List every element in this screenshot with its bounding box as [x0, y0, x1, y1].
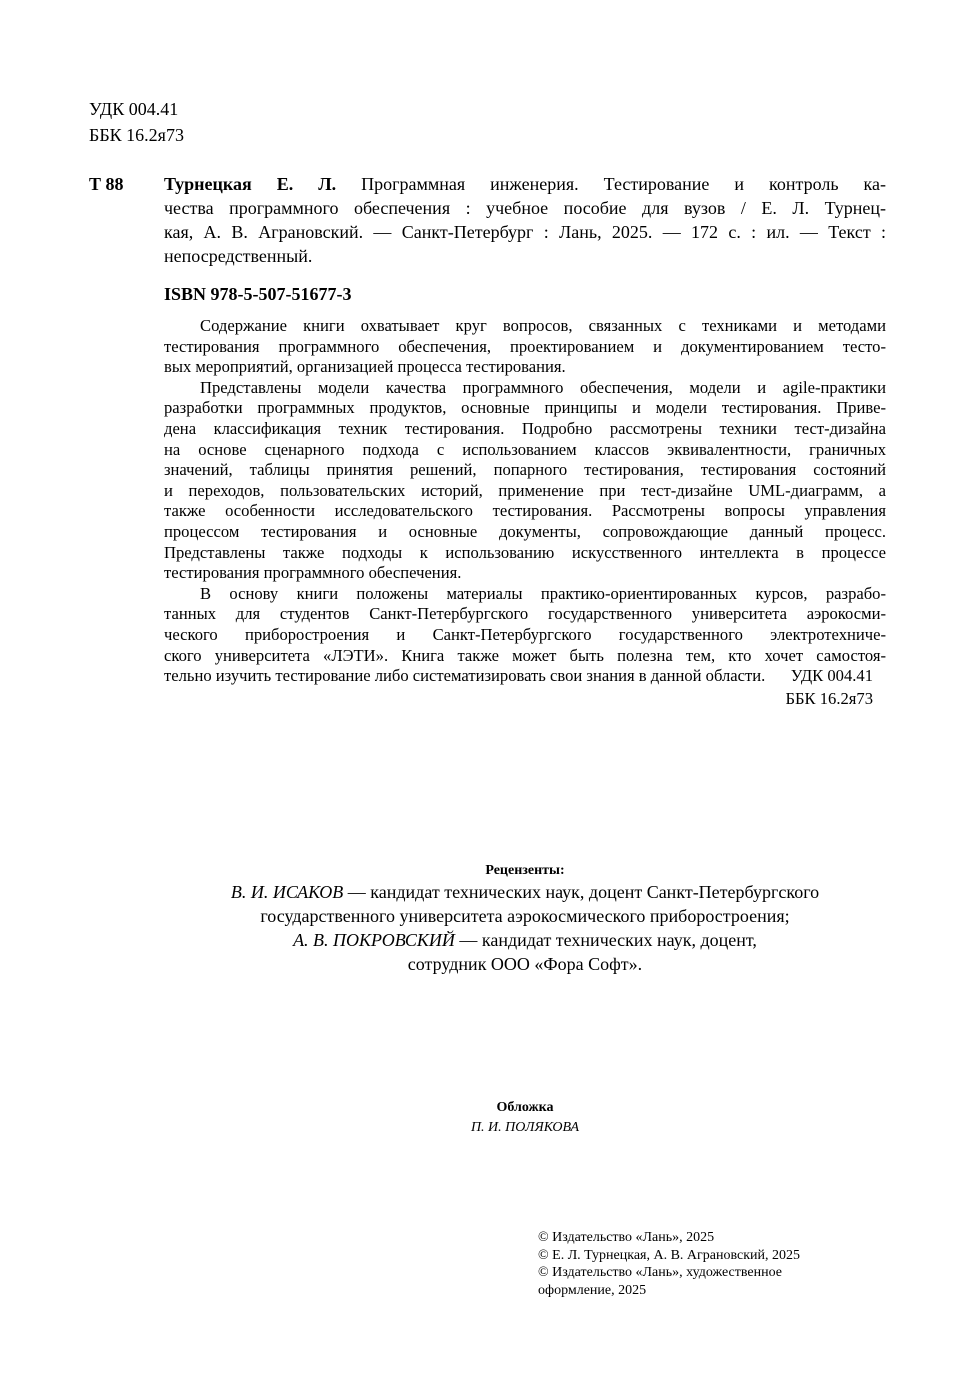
- udk-code-right: УДК 004.41: [790, 666, 873, 685]
- bibliography-line-1: Турнецкая Е. Л. Программная инженерия. Тестирование и контроль ка-: [164, 174, 886, 194]
- bbk-code: ББК 16.2я73: [89, 125, 184, 145]
- copyright-line: © Издательство «Лань», 2025: [538, 1230, 715, 1245]
- abstract-line: и переходов, пользовательских историй, применение при тест-дизайне UML-диаграмм, а: [164, 480, 886, 500]
- abstract-line: вых мероприятий, организацией процесса тестирования.: [164, 357, 566, 377]
- bibliography-line-4: непосредственный.: [164, 246, 313, 266]
- author-mark: Т 88: [89, 174, 124, 194]
- copyright-line: © Е. Л. Турнецкая, А. В. Аграновский, 2025: [538, 1247, 801, 1263]
- reviewers-block: [0, 862, 976, 976]
- cover-credit: [0, 1098, 976, 1138]
- abstract-line: дена классификация техник тестирования. Подробно рассмотрены техники тест-дизайна: [164, 418, 886, 438]
- abstract-line: тестирования программного обеспечения.: [164, 563, 462, 583]
- cover-designer: П. И. ПОЛЯКОВА: [470, 1120, 580, 1135]
- abstract-line: Содержание книги охватывает круг вопросов, связанных с техниками и методами: [200, 316, 886, 335]
- abstract-line: на основе сценарного подхода с использованием классов эквивалентности, граничных: [164, 439, 886, 459]
- abstract-line: ского университета «ЛЭТИ». Книга также может быть полезна тем, кто хочет самостоя-: [164, 645, 886, 665]
- cover-title: Обложка: [496, 1100, 554, 1115]
- bottom-classification: [785, 664, 873, 710]
- abstract-line: тельно изучить тестирование либо систематизировать свои знания в данной области.: [164, 666, 766, 686]
- reviewer-1-name: В. И. ИСАКОВ: [230, 882, 344, 902]
- abstract-line: Представлены также подходы к использованию искусственного интеллекта в процессе: [164, 542, 886, 562]
- bibliography-line-3: кая, А. В. Аграновский. — Санкт-Петербург : Лань, 2025. — 172 с. : ил. — Текст :: [164, 222, 886, 242]
- copyright-line: оформление, 2025: [538, 1282, 647, 1298]
- reviewer-1-line-1: В. И. ИСАКОВ — кандидат технических наук, доцент Санкт-Петербургского: [230, 882, 820, 902]
- reviewer-1-line-2: государственного университета аэрокосмического приборостроения;: [260, 906, 790, 926]
- abstract-line: В основу книги положены материалы практико-ориентированных курсов, разрабо-: [200, 583, 886, 603]
- reviewer-2-name: А. В. ПОКРОВСКИЙ: [293, 930, 455, 950]
- copyright-block: [538, 1229, 800, 1299]
- abstract-line: разработки программных продуктов, основные принципы и модели тестирования. Приве-: [164, 398, 886, 418]
- copyright-line: © Издательство «Лань», художественное: [538, 1265, 782, 1280]
- abstract-line: также особенности исследовательского тестирования. Рассмотрены вопросы управления: [164, 501, 886, 521]
- bbk-code-right: ББК 16.2я73: [785, 689, 873, 708]
- reviewers-title: Рецензенты:: [485, 863, 565, 878]
- abstract-line: Представлены модели качества программного обеспечения, модели и agile-практики: [200, 377, 886, 397]
- abstract: [164, 316, 886, 687]
- abstract-line: значений, таблицы принятия решений, попарного тестирования, тестирования состояний: [164, 460, 886, 480]
- bibliographic-record: [164, 172, 886, 268]
- reviewer-2-line-1: А. В. ПОКРОВСКИЙ — кандидат технических наук, доцент,: [293, 930, 757, 950]
- abstract-line: ческого приборостроения и Санкт-Петербургского государственного электротехниче-: [164, 624, 886, 644]
- udk-code: УДК 004.41: [89, 99, 179, 119]
- author-name: Турнецкая Е. Л.: [164, 174, 337, 194]
- abstract-line: процессом тестирования и основные документы, сопровождающие данный процесс.: [164, 521, 886, 541]
- isbn: ISBN 978-5-507-51677-3: [164, 284, 352, 304]
- bibliography-line-2: чества программного обеспечения : учебное пособие для вузов / Е. Л. Турнец-: [164, 198, 886, 218]
- top-classification: [89, 96, 184, 148]
- reviewer-2-line-2: сотрудник ООО «Фора Софт».: [407, 954, 643, 974]
- abstract-line: танных для студентов Санкт-Петербургского государственного университета аэрокосми-: [164, 604, 886, 624]
- abstract-line: тестирования программного обеспечения, проектированием и документированием тесто-: [164, 336, 886, 356]
